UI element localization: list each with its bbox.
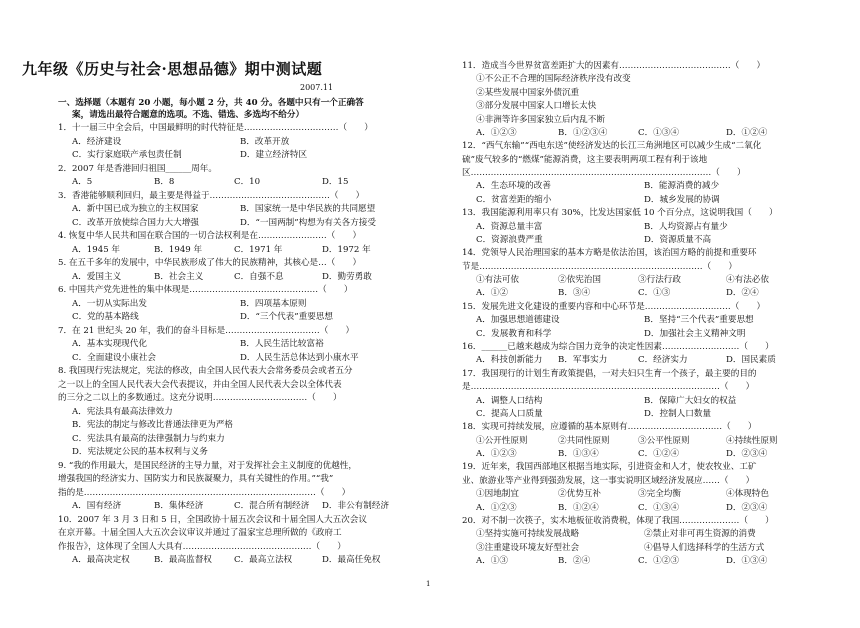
answer-option: A．国有经济 — [72, 501, 122, 511]
answer-option: A．①③ — [476, 556, 508, 567]
answer-option: ④持续性原则 — [726, 435, 778, 446]
question-line: A．宪法具有最高法律效力 — [72, 406, 173, 417]
answer-option: C．①③④ — [638, 127, 679, 138]
answer-option: ②共同性原则 — [558, 435, 610, 446]
question-line: 16．______已越来越成为综合国力竞争的决定性因素………………………（ ） — [462, 341, 774, 352]
answer-option: D．“三个代表”重要思想 — [240, 312, 334, 322]
answer-option: B．①②③④ — [558, 127, 608, 138]
answer-option: C．发展教育和科学 — [476, 328, 552, 339]
answer-option: B．最高监督权 — [154, 555, 212, 565]
question-line: 之一以上的全国人民代表大会代表提议，并由全国人民代表大会以全体代表 — [58, 379, 342, 390]
question-line: B．宪法的制定与修改比普通法律更为严格 — [72, 420, 234, 430]
answer-option: D．②③④ — [726, 502, 768, 513]
answer-option: ②优势互补 — [558, 489, 601, 500]
page-number: 1 — [426, 580, 431, 588]
answer-option: D．1972 年 — [322, 244, 371, 255]
question-line: 节是……………………………………………………………………（ ） — [462, 261, 738, 272]
answer-option: B．能源消费的减少 — [644, 181, 720, 192]
question-line: 6. 中国共产党先进性的集中体现是………………………………………（ ） — [58, 285, 353, 295]
answer-option: A．5 — [72, 177, 93, 187]
page-title: 九年级《历史与社会·思想品德》期中测试题 — [22, 60, 323, 78]
answer-option: A．经济建设 — [72, 136, 122, 147]
answer-option: B．保障广大妇女的权益 — [644, 395, 737, 406]
answer-option: ①有法可依 — [476, 275, 519, 286]
answer-option: C．贫富差距的缩小 — [476, 194, 552, 205]
question-line: 19．近年来，我国西部地区根据当地实际，引进资金和人才，使农牧业、工矿 — [462, 462, 757, 473]
question-line: 17．我国现行的计划生育政策提倡，一对夫妇只生育一个孩子，最主要的目的 — [462, 368, 757, 379]
answer-option: C．经济实力 — [638, 355, 688, 366]
answer-option: C．①③ — [638, 288, 671, 299]
answer-option: D．资源质量不高 — [644, 234, 712, 245]
question-line: 2．2007 年是香港回归祖国______周年。 — [58, 163, 217, 174]
answer-option: B．社会主义 — [154, 271, 204, 282]
answer-option: A．最高决定权 — [72, 555, 130, 565]
answer-option: ④体现特色 — [726, 489, 769, 500]
answer-option: C．全面建设小康社会 — [72, 352, 156, 363]
section-instruction-line1: 一、选择题（本题有 20 小题，每小题 2 分，共 40 分。各题中只有一个正确答 — [58, 98, 364, 108]
answer-option: ④有法必依 — [726, 275, 769, 286]
answer-option: A．①②③ — [476, 127, 517, 138]
answer-option: ③公平性原则 — [638, 435, 690, 446]
answer-option: B．①②④ — [558, 502, 599, 513]
answer-option: D．②④ — [726, 288, 759, 299]
answer-option: A．新中国已成为独立的主权国家 — [72, 204, 199, 214]
answer-option: ③完全均衡 — [638, 489, 681, 500]
answer-option: ①因地制宜 — [476, 489, 519, 500]
question-line: 11．造成当今世界贫富差距扩大的因素有…………………………………（ ） — [462, 61, 766, 71]
answer-option: D．②③④ — [726, 449, 768, 460]
question-line: 14．党领导人民治理国家的基本方略是依法治国，该治国方略的前提和重要环 — [462, 248, 757, 259]
answer-option: A．生态环境的改善 — [476, 181, 551, 192]
answer-option: D．①③④ — [726, 556, 768, 567]
answer-option: D．城乡发展的协调 — [644, 194, 720, 205]
question-line: 20．对不制一次筷子，实木地板征收消费税，体现了我国…………………（ ） — [462, 515, 774, 526]
question-line: C．宪法具有最高的法律强制力与约束力 — [72, 433, 225, 444]
answer-option: C．①②④ — [638, 449, 679, 460]
answer-option: A．加强思想道德建设 — [476, 315, 560, 326]
answer-option: C．自强不息 — [234, 271, 284, 282]
answer-option: ③注重建设环境友好型社会 — [476, 542, 580, 553]
answer-option: D．最高任免权 — [322, 555, 381, 565]
answer-option: A．调整人口结构 — [476, 395, 543, 406]
question-line: 3．香港能够顺利回归，最主要是得益于……………………………………（ ） — [58, 190, 365, 201]
question-line: 4. 恢复中华人民共和国在联合国的一切合法权利是在……………………（ ） — [58, 231, 362, 241]
answer-option: A．①②③ — [476, 449, 517, 460]
exam-date: 2007.11 — [300, 83, 334, 92]
answer-option: B．四项基本原则 — [240, 298, 307, 309]
answer-option: A．①② — [476, 288, 508, 299]
question-line: 12．“西气东输”“西电东送”使经济发达的长江三角洲地区可以减少生成“二氧化 — [462, 141, 762, 152]
question-line: 在京开幕。十届全国人大五次会议审议并通过了温家宝总理所做的《政府工 — [58, 528, 342, 538]
question-line: 区…………………………………………………………………………（ ） — [462, 168, 746, 179]
answer-option: A．爱国主义 — [72, 271, 122, 282]
question-line: ②某些发展中国家外债沉重 — [476, 87, 580, 98]
answer-option: B．1949 年 — [154, 244, 203, 255]
answer-option: C．①②③ — [638, 556, 679, 567]
question-line: 5. 在五千多年的发展中，中华民族形成了伟大的民族精神，其核心是…（ ） — [58, 258, 362, 268]
answer-option: C．1971 年 — [234, 244, 283, 255]
question-line: ③部分发展中国家人口增长太快 — [476, 101, 597, 112]
answer-option: C．最高立法权 — [234, 555, 293, 565]
answer-option: A．①②③ — [476, 502, 517, 513]
answer-option: B．③④ — [558, 288, 591, 299]
answer-option: D．控制人口数量 — [644, 408, 712, 419]
answer-option: C．党的基本路线 — [72, 312, 139, 322]
question-line: 15．发展先进文化建设的重要内容和中心环节是…………………………（ ） — [462, 301, 766, 312]
question-line: 增强我国的经济实力、国防实力和民族凝聚力，具有关键性的作用。”“我” — [58, 474, 334, 484]
answer-option: D．15 — [322, 177, 349, 187]
answer-option: ②依宪治国 — [558, 275, 601, 286]
answer-option: A．基本实现现代化 — [72, 339, 147, 349]
answer-option: B．①③④ — [558, 449, 599, 460]
question-line: 1．十一届三中全会后，中国最鲜明的时代特征是……………………………（ ） — [58, 123, 373, 133]
question-line: 8. 我国现行宪法规定，宪法的修改，由全国人民代表大会常务委员会或者五分 — [58, 366, 353, 376]
answer-option: C．混合所有制经济 — [234, 501, 310, 511]
answer-option: B．国家统一是中华民族的共同愿望 — [240, 204, 376, 214]
answer-option: D．①②④ — [726, 127, 768, 138]
answer-option: C．提高人口质量 — [476, 408, 543, 419]
answer-option: D．“一国两制”构想为有关各方接受 — [240, 217, 376, 228]
question-line: 18．实现可持续发展，应遵循的基本原则有……………………………（ ） — [462, 422, 757, 433]
answer-option: B．②④ — [558, 556, 591, 567]
answer-option: A．一切从实际出发 — [72, 298, 147, 309]
answer-option: D．建立经济特区 — [240, 150, 308, 160]
answer-option: B．人均资源占有量少 — [644, 221, 728, 232]
answer-option: B．改革开放 — [240, 136, 290, 147]
question-line: 业、旅游业等产业得到强劲发展，这一事实说明区域经济发展应……（ ） — [462, 475, 755, 486]
answer-option: D．人民生活总体达到小康水平 — [240, 352, 359, 363]
answer-option: D．勤劳勇敢 — [322, 271, 372, 282]
question-line: 的三分之二以上的多数通过。这充分说明……………………………（ ） — [58, 393, 342, 403]
answer-option: ①公开性原则 — [476, 435, 528, 446]
answer-option: C．改革开放使综合国力大大增强 — [72, 217, 199, 228]
answer-option: B．集体经济 — [154, 501, 204, 511]
question-line: 是……………………………………………………………………………（ ） — [462, 382, 755, 393]
question-line: 指的是………………………………………………………………………（ ） — [58, 487, 351, 498]
answer-option: A．1945 年 — [72, 244, 120, 255]
answer-option: B．8 — [154, 177, 175, 187]
answer-option: ③行法行政 — [638, 275, 681, 286]
question-line: 7．在 21 世纪头 20 年，我们的奋斗目标是……………………………（ ） — [58, 325, 355, 336]
section-instruction-line2: 案，请选出最符合题意的选项。不选、错选、多选均不给分） — [72, 110, 305, 120]
answer-option: A．资源总量丰富 — [476, 221, 543, 232]
answer-option: A．科技创新能力 — [476, 355, 543, 366]
question-line: 作报告》，这体现了全国人大具有………………………………………（ ） — [58, 541, 346, 552]
question-line: 9. “我的作用最大，是国民经济的主导力量，对于发挥社会主义制度的优越性， — [58, 460, 357, 471]
question-line: ④非洲等许多国家独立后内乱不断 — [476, 114, 605, 125]
question-line: ①不公正不合理的国际经济秩序没有改变 — [476, 74, 631, 85]
answer-option: B．坚持“三个代表”重要思想 — [644, 315, 754, 326]
answer-option: C．资源浪费严重 — [476, 234, 543, 245]
answer-option: C．①③④ — [638, 502, 679, 513]
answer-option: B．军事实力 — [558, 355, 608, 366]
question-line: 13．我国能源利用率只有 30%，比发达国家低 10 个百分点，这说明我国（ ） — [462, 208, 778, 219]
answer-option: D．国民素质 — [726, 355, 776, 366]
answer-option: ②禁止对非可再生资源的消费 — [644, 529, 756, 540]
answer-option: D．加强社会主义精神文明 — [644, 328, 746, 339]
answer-option: ①坚持实施可持续发展战略 — [476, 529, 580, 540]
question-line: D．宪法规定公民的基本权利与义务 — [72, 447, 208, 457]
question-line: 硫”废气较多的“燃煤”能源消费，这主要表明两项工程有利于该地 — [462, 154, 708, 165]
question-line: 10．2007 年 3 月 3 日和 5 日，全国政协十届五次会议和十届全国人大五次会议 — [58, 514, 367, 525]
answer-option: C．实行家庭联产承包责任制 — [72, 150, 182, 160]
answer-option: C．10 — [234, 177, 261, 187]
answer-option: B．人民生活比较富裕 — [240, 339, 324, 349]
answer-option: D．非公有制经济 — [322, 501, 390, 511]
answer-option: ④倡导人们选择科学的生活方式 — [644, 542, 765, 553]
